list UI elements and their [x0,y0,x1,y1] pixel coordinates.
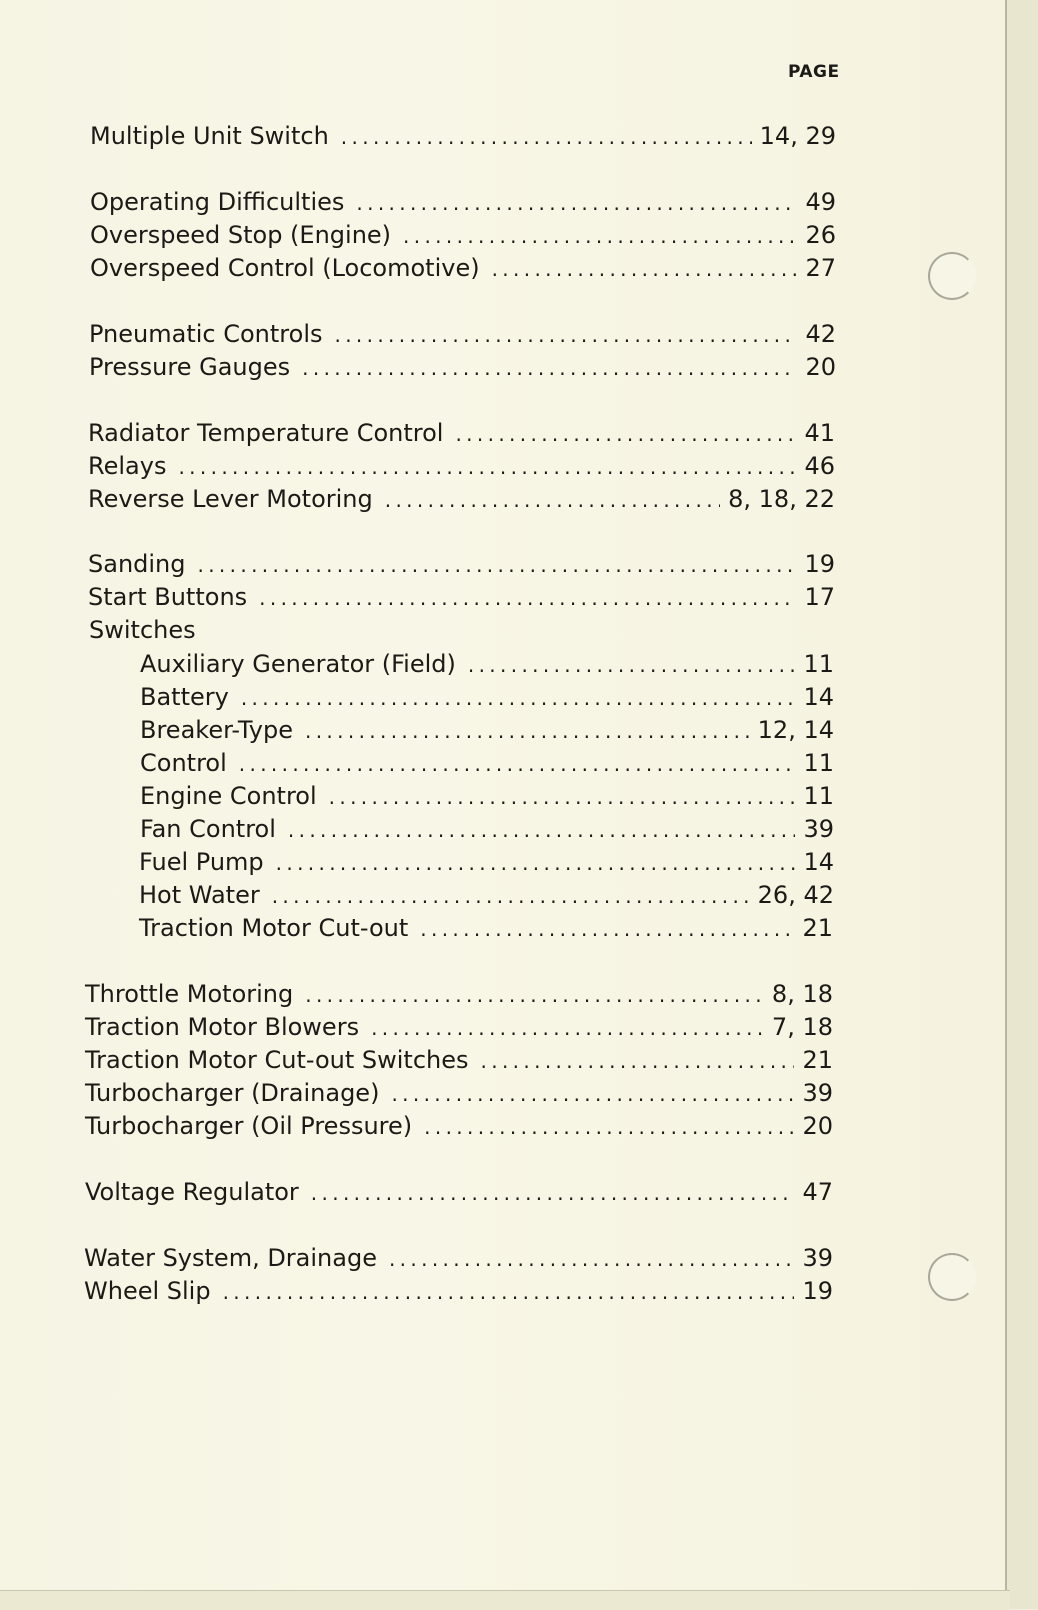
leader-dots [276,847,796,879]
entry-label: Auxiliary Generator (Field) [140,650,456,678]
entry-page: 21 [802,914,833,942]
entry-page: 26, 42 [757,881,834,909]
index-entry [90,120,836,152]
entry-page: 39 [802,1079,833,1107]
entry-page: 20 [805,353,836,381]
leader-dots [389,1243,794,1275]
index-entry [85,1044,833,1076]
entry-label: Throttle Motoring [85,980,294,1008]
leader-dots [334,319,797,351]
entry-label: Sanding [88,550,186,578]
entry-page: 47 [802,1178,833,1206]
leader-dots [341,121,752,153]
punch-hole-top [928,252,976,300]
entry-page: 11 [803,650,834,678]
index-subentry [140,780,834,812]
index-entry [88,548,835,580]
entry-label: Operating Difficulties [90,188,345,216]
entry-label: Turbocharger (Oil Pressure) [85,1112,413,1140]
index-entry [85,1011,833,1043]
entry-label: Breaker-Type [140,716,293,744]
leader-dots [385,484,720,516]
leader-dots [288,814,796,846]
leader-dots [329,781,796,813]
index-entry [85,1176,833,1208]
entry-label: Traction Motor Blowers [85,1013,360,1041]
entry-page: 49 [805,188,836,216]
entry-page: 19 [804,550,835,578]
index-subentry [139,846,834,878]
entry-label: Control [140,749,227,777]
index-entry [90,252,836,284]
leader-dots [305,715,750,747]
entry-label: Battery [140,683,229,711]
entry-label: Voltage Regulator [85,1178,299,1206]
entry-label: Overspeed Stop (Engine) [90,221,392,249]
entry-page: 39 [802,1244,833,1272]
entry-page: 8, 18 [771,980,833,1008]
leader-dots [305,979,764,1011]
punch-hole-bottom [928,1253,976,1301]
entry-page: 7, 18 [771,1013,833,1041]
index-subentry [140,714,834,746]
index-entry [89,318,836,350]
leader-dots [272,880,750,912]
entry-page: 17 [804,583,835,611]
page-edge-bottom [0,1590,1010,1610]
leader-dots [239,748,796,780]
entry-page: 39 [803,815,834,843]
entry-label: Multiple Unit Switch [90,122,329,150]
leader-dots [371,1012,764,1044]
entry-label: Overspeed Control (Locomotive) [90,254,480,282]
index-subentry [140,813,834,845]
entry-page: 11 [803,749,834,777]
leader-dots [403,220,797,252]
page-column-header: PAGE [788,62,840,82]
entry-page: 14 [803,683,834,711]
entry-page: 27 [805,254,836,282]
entry-page: 12, 14 [757,716,834,744]
entry-label: Radiator Temperature Control [88,419,444,447]
index-entry [89,351,836,383]
entry-label: Traction Motor Cut-out [139,914,409,942]
leader-dots [424,1111,794,1143]
index-entry [88,483,835,515]
index-entry [88,417,835,449]
leader-dots [302,352,797,384]
leader-dots [178,451,796,483]
leader-dots [198,549,797,581]
entry-label: Fan Control [140,815,276,843]
entry-page: 21 [802,1046,833,1074]
index-subentry [140,747,834,779]
entry-label: Reverse Lever Motoring [88,485,373,513]
index-entry [84,1242,833,1274]
index-entry [90,219,836,251]
entry-page: 46 [804,452,835,480]
entry-page: 41 [804,419,835,447]
entry-label: Relays [88,452,167,480]
entry-page: 8, 18, 22 [728,485,835,513]
entry-label: Engine Control [140,782,317,810]
entry-label: Hot Water [139,881,260,909]
entry-page: 14, 29 [759,122,836,150]
index-entry [88,581,835,613]
index-heading-switches: Switches [89,616,196,644]
leader-dots [241,682,796,714]
leader-dots [356,187,797,219]
entry-page: 42 [805,320,836,348]
entry-label: Pneumatic Controls [89,320,323,348]
entry-label: Traction Motor Cut-out Switches [85,1046,469,1074]
entry-page: 20 [802,1112,833,1140]
index-entry [88,450,835,482]
entry-label: Turbocharger (Drainage) [85,1079,380,1107]
entry-label: Wheel Slip [84,1277,211,1305]
leader-dots [223,1276,795,1308]
index-entry [85,1077,833,1109]
index-entry [85,1110,833,1142]
entry-label: Pressure Gauges [89,353,291,381]
leader-dots [468,649,796,681]
entry-label: Water System, Drainage [84,1244,377,1272]
leader-dots [420,913,794,945]
index-subentry [140,681,834,713]
leader-dots [455,418,796,450]
leader-dots [259,582,796,614]
entry-page: 26 [805,221,836,249]
index-entry [85,978,833,1010]
entry-label: Fuel Pump [139,848,264,876]
entry-page: 11 [803,782,834,810]
leader-dots [391,1078,794,1110]
index-subentry [139,912,833,944]
page-edge-right [1005,0,1038,1609]
entry-page: 14 [803,848,834,876]
index-entry [84,1275,833,1307]
entry-label: Start Buttons [88,583,248,611]
leader-dots [492,253,798,285]
index-entry [90,186,836,218]
index-subentry [139,879,834,911]
index-subentry [140,648,834,680]
leader-dots [481,1045,795,1077]
leader-dots [311,1177,795,1209]
entry-page: 19 [802,1277,833,1305]
